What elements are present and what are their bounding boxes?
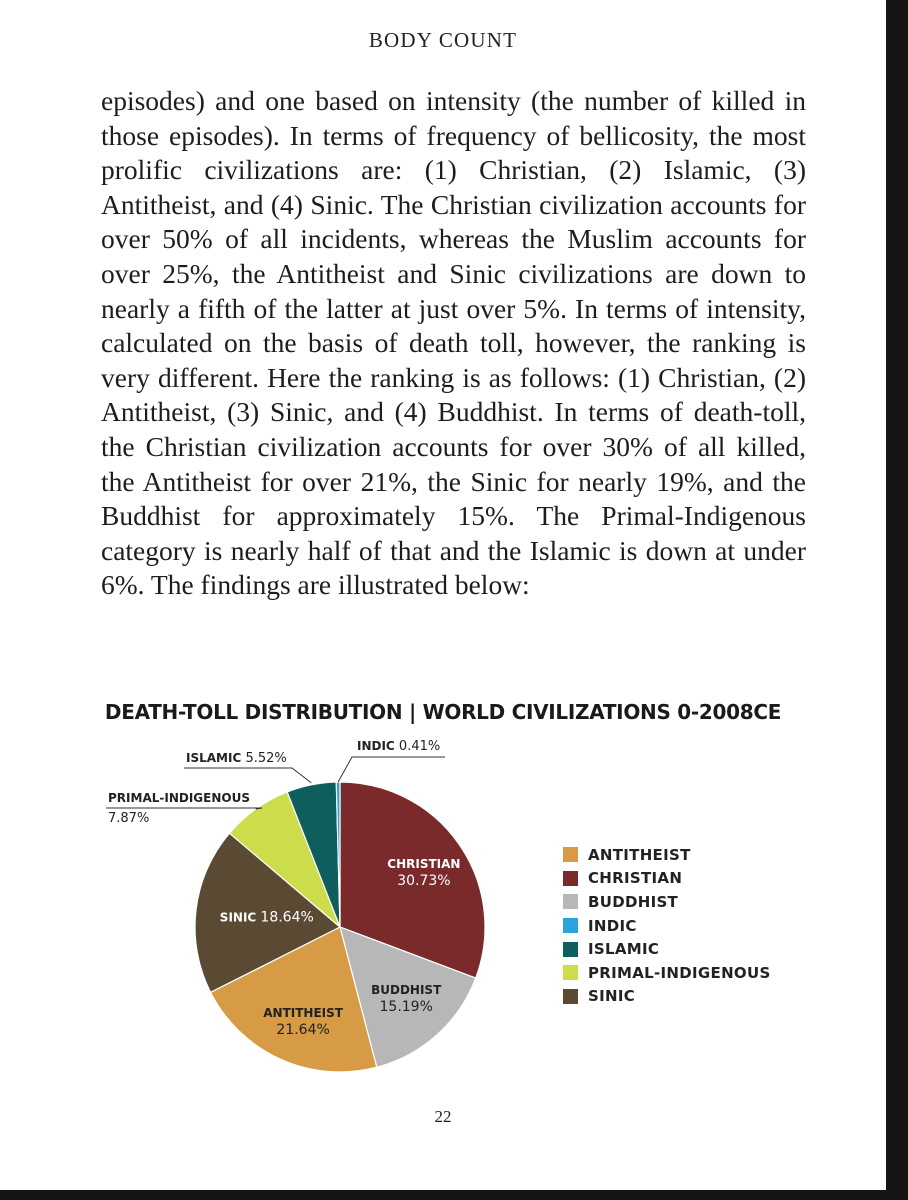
legend-label-primal-indigenous: PRIMAL-INDIGENOUS	[588, 963, 771, 982]
legend-swatch-christian	[563, 871, 578, 886]
legend-item-antitheist	[563, 843, 771, 867]
legend-swatch-sinic	[563, 989, 578, 1004]
body-paragraph: episodes) and one based on intensity (the number of killed in those episodes). In terms of frequency of bellicosity, the most prolific civilizations are: (1) Christian, (2) Islamic, (3) Antitheist, and (4) Sinic. The Christian civilization accounts for over 50% of all incidents, whereas the Muslim accounts for over 25%, the Antitheist and Sinic civilizations are down to nearly a fifth of the latter at just over 5%. In terms of intensity, calculated on the basis of death toll, however, the ranking is very different. Here the ranking is as follows: (1) Christian, (2) Antitheist, (3) Sinic, and (4) Buddhist. In terms of death-toll, the Christian civilization accounts for over 30% of all killed, the Antitheist for over 21%, the Sinic for nearly 19%, and the Buddhist for approximately 15%. The Primal-Indigenous category is nearly half of that and the Islamic is down at under 6%. The findings are illustrated below:	[101, 85, 806, 601]
legend-item-primal-indigenous	[563, 961, 771, 985]
legend-label-christian: CHRISTIAN	[588, 869, 683, 888]
page-frame-right	[886, 0, 908, 1200]
leader-line-islamic	[184, 768, 311, 783]
slice-label-primal-indigenous: PRIMAL-INDIGENOUS	[108, 791, 250, 805]
slice-label-buddhist: BUDDHIST	[371, 982, 442, 997]
slice-label-antitheist: ANTITHEIST	[263, 1006, 343, 1020]
slice-label-islamic: ISLAMIC 5.52%	[186, 751, 287, 766]
legend-swatch-islamic	[563, 942, 578, 957]
chart-legend	[563, 843, 771, 1008]
legend-label-sinic: SINIC	[588, 987, 636, 1006]
legend-label-buddhist: BUDDHIST	[588, 892, 679, 911]
page-number: 22	[434, 1107, 452, 1126]
legend-swatch-antitheist	[563, 847, 578, 862]
chart-title: DEATH-TOLL DISTRIBUTION | WORLD CIVILIZATIONS 0-2008CE	[104, 700, 782, 724]
slice-label-sinic: SINIC 18.64%	[219, 909, 314, 926]
legend-swatch-indic	[563, 918, 578, 933]
slice-label-christian: CHRISTIAN	[387, 856, 461, 871]
legend-label-antitheist: ANTITHEIST	[588, 845, 691, 864]
legend-item-islamic	[563, 937, 771, 961]
legend-swatch-primal-indigenous	[563, 965, 578, 980]
legend-item-christian	[563, 867, 771, 891]
page-frame-bottom	[0, 1190, 908, 1200]
legend-item-sinic	[563, 985, 771, 1009]
legend-label-indic: INDIC	[588, 916, 637, 935]
slice-label-indic: INDIC 0.41%	[357, 739, 441, 754]
legend-swatch-buddhist	[563, 894, 578, 909]
slice-value-buddhist: 15.19%	[379, 998, 433, 1015]
leader-line-primal-indigenous	[106, 808, 262, 809]
legend-item-buddhist	[563, 890, 771, 914]
slice-value-primal-indigenous: 7.87%	[108, 811, 150, 826]
slice-value-antitheist: 21.64%	[276, 1022, 330, 1038]
legend-label-islamic: ISLAMIC	[588, 940, 660, 959]
leader-line-indic	[338, 757, 445, 782]
legend-item-indic	[563, 914, 771, 938]
running-head: BODY COUNT	[368, 28, 518, 52]
slice-value-christian: 30.73%	[397, 872, 451, 889]
